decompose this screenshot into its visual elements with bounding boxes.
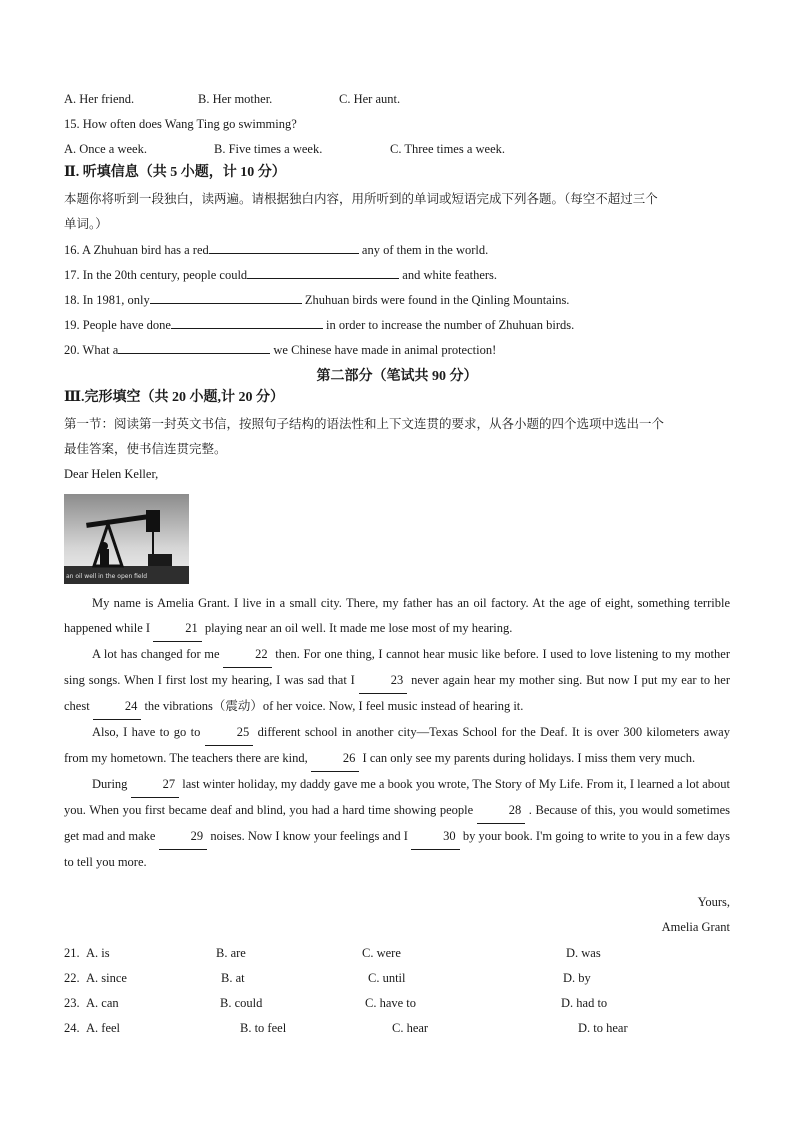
cloze-blank-24[interactable]: 24 [93,694,142,720]
fill-item-20: 20. What a we Chinese have made in animal protection! [64,343,497,357]
cloze-blank-26[interactable]: 26 [311,746,360,772]
choice-21-c[interactable]: C. were [362,946,401,960]
cloze-blank-27[interactable]: 27 [131,772,180,798]
choice-22-c[interactable]: C. until [368,971,406,985]
cloze-blank-28[interactable]: 28 [477,798,526,824]
choice-23-b[interactable]: B. could [220,996,263,1010]
section-2-heading: Ⅱ. 听填信息（共 5 小题，计 10 分） [64,165,286,180]
q14-option-c: C. Her aunt. [339,92,401,106]
choice-24-d[interactable]: D. to hear [578,1021,628,1035]
q14-option-a: A. Her friend. [64,92,135,106]
cloze-blank-22[interactable]: 22 [223,642,272,668]
cloze-blank-23[interactable]: 23 [359,668,408,694]
image-caption: an oil well in the open field [66,573,148,580]
section-3-instruction-cont: 最佳答案，使书信连贯完整。 [64,442,227,456]
choice-21-b[interactable]: B. are [216,946,246,960]
q15-option-b: B. Five times a week. [214,142,323,156]
part-2-title: 第二部分（笔试共 90 分） [316,369,478,384]
cloze-blank-30[interactable]: 30 [411,824,460,850]
answer-blank-18[interactable] [150,291,302,304]
choice-23-d[interactable]: D. had to [561,996,608,1010]
cloze-blank-25[interactable]: 25 [205,720,254,746]
section-2-instruction-cont: 单词。） [64,217,108,231]
section-3-heading: Ⅲ.完形填空（共 20 小题,计 20 分） [64,390,285,405]
letter-signature: Amelia Grant [661,920,730,934]
letter-paragraph-4: During 27 last winter holiday, my daddy gave me a book you wrote, The Story of My Life. From it, I learned a lot about you. When you first became deaf and blind, you had a hard time showing people 28 . Because of this, you would sometimes get mad and make 29 noises. Now I know your feelings and I 30 by your book. I'm going to write to you in a few days to tell you more. [64,772,730,875]
letter-salutation: Dear Helen Keller, [64,467,159,481]
fill-item-17: 17. In the 20th century, people could and white feathers. [64,268,498,282]
answer-blank-16[interactable] [209,241,359,254]
letter-body [64,591,730,875]
question-15: 15. How often does Wang Ting go swimming? [64,117,297,131]
q15-option-c: C. Three times a week. [390,142,506,156]
choice-24-b[interactable]: B. to feel [240,1021,287,1035]
cloze-blank-21[interactable]: 21 [153,616,202,642]
choice-23-a[interactable]: A. can [86,996,119,1010]
choice-22-a[interactable]: A. since [86,971,127,985]
letter-closing: Yours, [697,895,730,909]
letter-paragraph-1: My name is Amelia Grant. I live in a small city. There, my father has an oil factory. At the age of eight, something terrible happened while I 21 playing near an oil well. It made me lose most of my hearing. [64,591,730,642]
letter-paragraph-2: A lot has changed for me 22 then. For one thing, I cannot hear music like before. I used to love listening to my mother sing songs. When I first lost my hearing, I was sad that I 23 never again hear my mother sing. But now I put my ear to her chest 24 the vibrations（震动）of her voice. Now, I feel music instead of hearing it. [64,642,730,720]
cloze-blank-29[interactable]: 29 [159,824,208,850]
choice-21-a[interactable]: A. is [86,946,110,960]
letter-paragraph-3: Also, I have to go to 25 different school in another city—Texas School for the Deaf. It is over 300 kilometers away from my hometown. The teachers there are kind, 26 I can only see my parents during holidays. I miss them very much. [64,720,730,772]
fill-item-18: 18. In 1981, only Zhuhuan birds were found in the Qinling Mountains. [64,293,570,307]
q14-option-b: B. Her mother. [198,92,273,106]
q15-option-a: A. Once a week. [64,142,147,156]
oil-well-image [64,494,189,584]
section-3-instruction: 第一节：阅读第一封英文书信，按照句子结构的语法性和上下文连贯的要求，从各小题的四个选项中选出一个 [64,417,665,431]
choice-24-a[interactable]: A. feel [86,1021,121,1035]
answer-blank-20[interactable] [118,341,270,354]
choice-22-d[interactable]: D. by [563,971,591,985]
choice-23-c[interactable]: C. have to [365,996,417,1010]
answer-blank-17[interactable] [247,266,399,279]
choice-21-d[interactable]: D. was [566,946,601,960]
fill-item-16: 16. A Zhuhuan bird has a red any of them in the world. [64,243,489,257]
answer-blank-19[interactable] [171,316,323,329]
choice-24-c[interactable]: C. hear [392,1021,429,1035]
section-2-instruction: 本题你将听到一段独白，读两遍。请根据独白内容，用所听到的单词或短语完成下列各题。（每空不超过三个 [64,192,658,206]
fill-item-19: 19. People have done in order to increase the number of Zhuhuan birds. [64,318,575,332]
choice-22-b[interactable]: B. at [221,971,245,985]
